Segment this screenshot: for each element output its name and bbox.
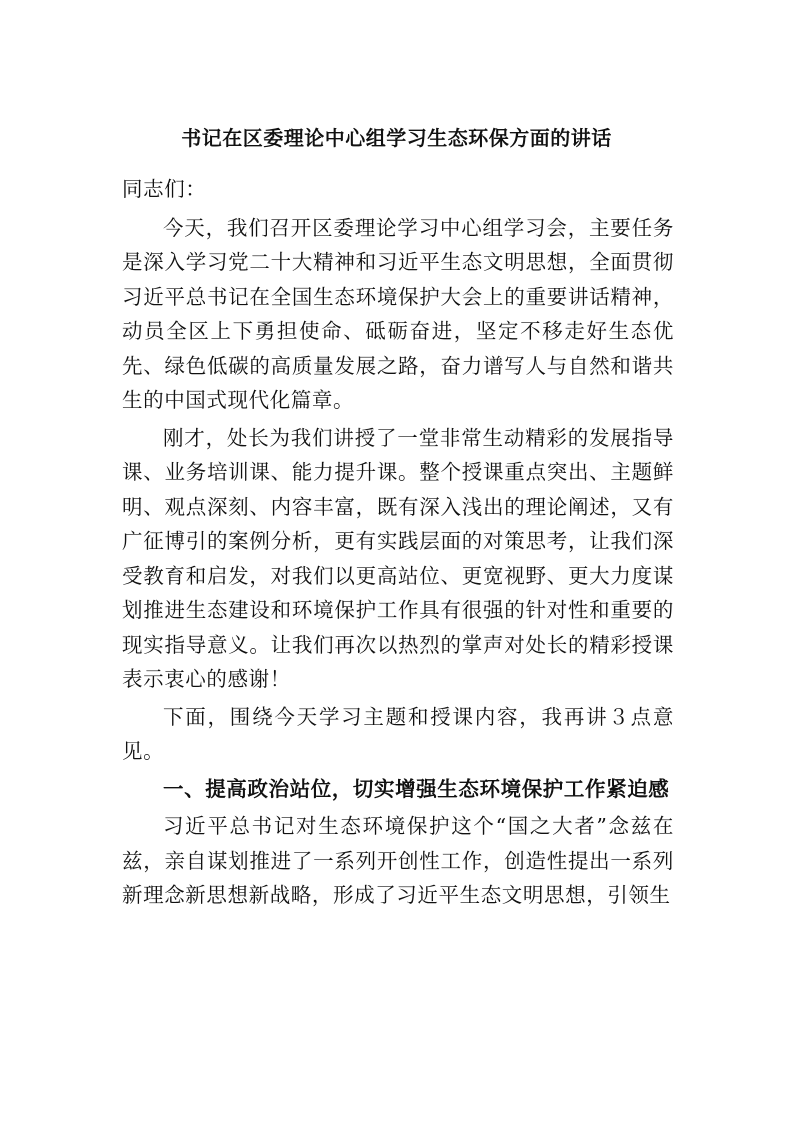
document-title: 书记在区委理论中心组学习生态环保方面的讲话: [181, 126, 612, 150]
paragraph-2: 刚才，处长为我们讲授了一堂非常生动精彩的发展指导课、业务培训课、能力提升课。整个授课重点突出、主题鲜明、观点深刻、内容丰富，既有深入浅出的理论阐述，又有广征博引的案例分析，更有实践层面的对策思考，让我们深受教育和启发，对我们以更高站位、更宽视野、更大力度谋划推进生态建设和环境保护工作具有很强的针对性和重要的现实指导意义。让我们再次以热烈的掌声对处长的精彩授课表示衷心的感谢！: [122, 425, 674, 691]
section-paragraph: 习近平总书记对生态环境保护这个“国之大者”念兹在兹，亲自谋划推进了一系列开创性工作，创造性提出一系列新理念新思想新战略，形成了习近平生态文明思想，引领生: [122, 814, 674, 907]
salutation: 同志们：: [122, 177, 207, 201]
document-body: [122, 172, 674, 916]
paragraph-1: 今天，我们召开区委理论学习中心组学习会，主要任务是深入学习党二十大精神和习近平生态文明思想，全面贯彻习近平总书记在全国生态环境保护大会上的重要讲话精神，动员全区上下勇担使命、砥砺奋进，坚定不移走好生态优先、绿色低碳的高质量发展之路，奋力谱写人与自然和谐共生的中国式现代化篇章。: [122, 215, 674, 412]
paragraph-3: 下面，围绕今天学习主题和授课内容，我再讲３点意见。: [122, 704, 674, 763]
section-heading: 一、提高政治站位，切实增强生态环境保护工作紧迫感: [163, 776, 670, 801]
